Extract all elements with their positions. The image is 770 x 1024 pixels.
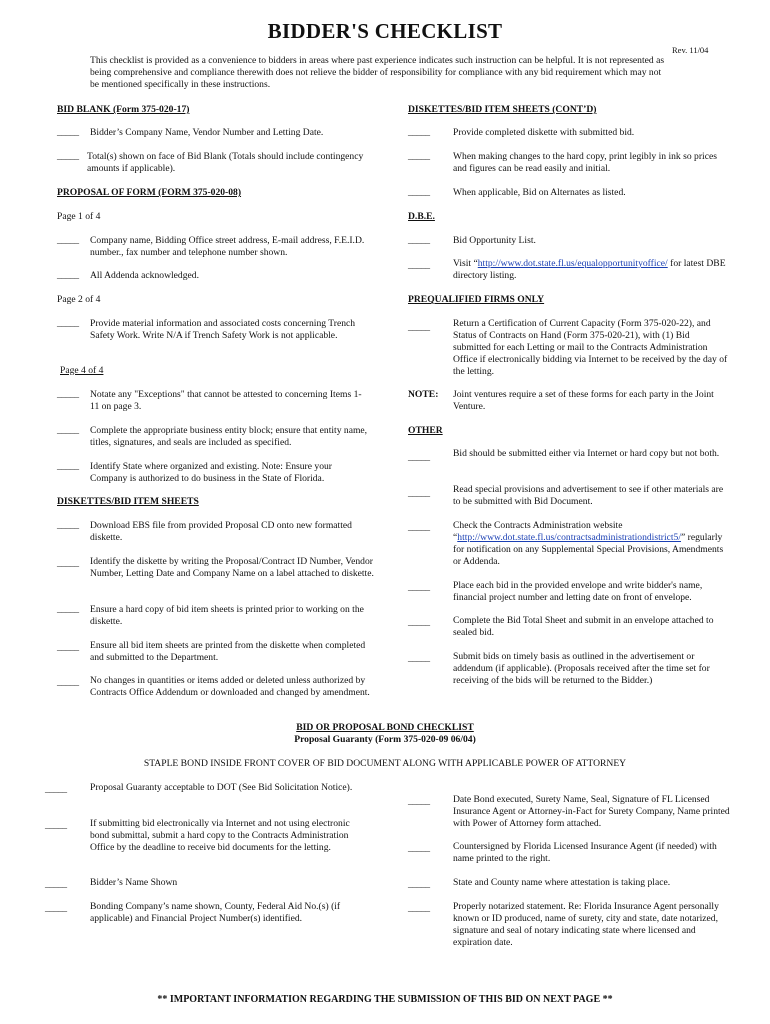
blank-line[interactable]: _____ <box>57 318 79 329</box>
heading-other: OTHER <box>408 425 443 436</box>
website-text: Check the Contracts Administration website “ <box>453 520 623 543</box>
blank-line[interactable]: _____ <box>57 558 79 569</box>
blank-line[interactable]: _____ <box>408 235 430 246</box>
blank-line[interactable]: _____ <box>57 461 79 472</box>
blank-line[interactable]: _____ <box>57 677 79 688</box>
blank-line[interactable]: _____ <box>408 260 430 271</box>
heading-proposal-form: PROPOSAL OF FORM (FORM 375-020-08) <box>57 187 242 198</box>
item-state-organized: Identify State where organized and existing. Note: Ensure your Company is authorized to do business in the State of Florida. <box>90 461 332 484</box>
item-special-provisions: Read special provisions and advertisement to see if other materials are to be submitted with Bid Document. <box>453 484 724 507</box>
item-visit-dbe <box>453 258 728 282</box>
blank-line[interactable]: _____ <box>57 425 79 436</box>
item-sheets-printed: Ensure all bid item sheets are printed from the diskette when completed and submitted to the Department. <box>90 640 366 663</box>
item-business-entity: Complete the appropriate business entity block; ensure that entity name, titles, signatures, and seals are included as specified. <box>90 425 368 448</box>
bond-item-notarized: Properly notarized statement. Re: Florida Insurance Agent personally known or ID produced, name of surety, city and state, date notarized, signature and seal of notary indicating state where licensed and expiration date. <box>453 901 719 948</box>
blank-line[interactable]: _____ <box>408 322 430 333</box>
blank-line[interactable]: _____ <box>408 522 430 533</box>
blank-line[interactable]: _____ <box>408 796 430 807</box>
revision-label: Rev. 11/04 <box>672 45 709 55</box>
blank-line[interactable]: _____ <box>408 879 430 890</box>
item-bidder-company-name: Bidder’s Company Name, Vendor Number and Letting Date. <box>90 127 324 138</box>
subheading-proposal-guaranty: Proposal Guaranty (Form 375-020-09 06/04) <box>294 734 476 745</box>
blank-line[interactable]: _____ <box>57 270 79 281</box>
page-title: BIDDER'S CHECKLIST <box>267 19 503 43</box>
blank-line[interactable]: _____ <box>57 520 79 531</box>
item-totals-shown: Total(s) shown on face of Bid Blank (Totals should include contingency amounts if applicable). <box>87 151 364 174</box>
blank-line[interactable]: _____ <box>408 452 430 463</box>
item-addenda-acknowledged: All Addenda acknowledged. <box>90 270 199 281</box>
heading-prequalified: PREQUALIFIED FIRMS ONLY <box>408 294 545 305</box>
blank-line[interactable]: _____ <box>57 604 79 615</box>
item-submit-internet-or-hard-copy: Bid should be submitted either via Internet or hard copy but not both. <box>453 448 720 459</box>
item-bid-opportunity: Bid Opportunity List. <box>453 235 536 246</box>
blank-line[interactable]: _____ <box>408 582 430 593</box>
blank-line[interactable]: _____ <box>408 903 430 914</box>
bond-item-bidder-name: Bidder’s Name Shown <box>90 877 178 888</box>
page-4-label: Page 4 of 4 <box>60 365 104 376</box>
bond-item-electronic: If submitting bid electronically via Internet and not using electronic bond submittal, submit a hard copy to the Contracts Administration Office by the deadline to receive bid documents for the letting. <box>90 818 350 853</box>
item-hard-copy: Ensure a hard copy of bid item sheets is printed prior to working on the diskette. <box>90 604 364 627</box>
item-trench-safety: Provide material information and associated costs concerning Trench Safety Work. Write N/A if Trench Safety Work is not applicable. <box>90 318 356 341</box>
visit-text-tail: for latest DBE directory listing. <box>453 258 726 281</box>
bond-item-date-executed: Date Bond executed, Surety Name, Seal, Signature of FL Licensed Insurance Agent or Attorney-in-Fact for Surety Company, Name printed with Power of Attorney form attached. <box>453 794 730 829</box>
blank-line[interactable]: _____ <box>45 903 67 914</box>
blank-line[interactable]: _____ <box>408 151 430 162</box>
item-identify-diskette: Identify the diskette by writing the Proposal/Contract ID Number, Vendor Number, Letting Date and Company Name on a label attached to diskette. <box>90 556 374 579</box>
blank-line[interactable]: _____ <box>57 389 79 400</box>
item-envelope: Place each bid in the provided envelope and write bidder's name, financial project number and letting date on front of envelope. <box>453 580 703 603</box>
item-completed-diskette: Provide completed diskette with submitted bid. <box>453 127 635 138</box>
item-hard-copy-changes: When making changes to the hard copy, print legibly in ink so prices and figures can be read easily and initial. <box>453 151 717 174</box>
heading-dbe: D.B.E. <box>408 211 435 222</box>
item-certification-capacity: Return a Certification of Current Capacity (Form 375-020-22), and Status of Contracts on Hand (Form 375-020-21), with (1) Bid submitted for each Letting or mail to the Contracts Administration Office if electronically bidding via Internet to be received by the day of the letting. <box>453 318 728 377</box>
heading-bid-blank: BID BLANK (Form 375-020-17) <box>57 104 190 115</box>
item-contracts-website <box>453 520 728 568</box>
blank-line[interactable]: _____ <box>57 235 79 246</box>
item-bid-alternates: When applicable, Bid on Alternates as listed. <box>453 187 626 198</box>
blank-line[interactable]: _____ <box>408 488 430 499</box>
blank-line[interactable]: _____ <box>57 642 79 653</box>
blank-line[interactable]: _____ <box>45 820 67 831</box>
blank-line[interactable]: _____ <box>408 187 430 198</box>
blank-line[interactable]: _____ <box>45 879 67 890</box>
staple-instruction: STAPLE BOND INSIDE FRONT COVER OF BID DOCUMENT ALONG WITH APPLICABLE POWER OF ATTORNEY <box>143 758 627 769</box>
blank-line[interactable]: _____ <box>57 127 79 138</box>
note-joint-ventures: Joint ventures require a set of these forms for each party in the Joint Venture. <box>453 389 714 412</box>
blank-line[interactable]: _____ <box>408 127 430 138</box>
heading-diskettes: DISKETTES/BID ITEM SHEETS <box>57 496 199 507</box>
heading-bond-checklist: BID OR PROPOSAL BOND CHECKLIST <box>296 722 474 733</box>
bond-item-countersigned: Countersigned by Florida Licensed Insurance Agent (if needed) with name printed to the right. <box>453 841 717 864</box>
item-company-name-address: Company name, Bidding Office street address, E-mail address, F.E.I.D. number., fax number and telephone number shown. <box>90 235 365 258</box>
note-label: NOTE: <box>408 389 439 400</box>
item-bid-total-sheet: Complete the Bid Total Sheet and submit in an envelope attached to sealed bid. <box>453 615 714 638</box>
blank-line[interactable]: _____ <box>45 784 67 795</box>
bond-item-guaranty: Proposal Guaranty acceptable to DOT (See Bid Solicitation Notice). <box>90 782 353 793</box>
heading-diskettes-cont: DISKETTES/BID ITEM SHEETS (CONT’D) <box>408 104 597 115</box>
intro-paragraph: This checklist is provided as a convenience to bidders in areas where past experience indicates such instruction can be helpful. It is not represented as being comprehensive and compliance therewith does not relieve the bidder of responsibility for compliance with any bid requirement which may not be mentioned specifically in these instructions. <box>90 55 665 90</box>
contracts-link[interactable]: http://www.dot.state.fl.us/contractsadministrationdistrict5/ <box>457 532 681 543</box>
page-1-label: Page 1 of 4 <box>57 211 101 222</box>
item-exceptions: Notate any "Exceptions" that cannot be attested to concerning Items 1-11 on page 3. <box>90 389 362 412</box>
blank-line[interactable]: _____ <box>408 653 430 664</box>
blank-line[interactable]: _____ <box>408 617 430 628</box>
item-no-changes: No changes in quantities or items added or deleted unless authorized by Contracts Office Addendum or downloaded and changed by amendment. <box>90 675 370 698</box>
bond-item-state-county: State and County name where attestation is taking place. <box>453 877 671 888</box>
blank-line[interactable]: _____ <box>57 151 79 162</box>
website-text-tail: ” regularly for notification on any Supplemental Special Provisions, Amendments or Addenda. <box>453 532 724 567</box>
page-2-label: Page 2 of 4 <box>57 294 101 305</box>
blank-line[interactable]: _____ <box>408 843 430 854</box>
visit-text: Visit “ <box>453 258 478 269</box>
item-download-ebs: Download EBS file from provided Proposal CD onto new formatted diskette. <box>90 520 352 543</box>
bond-item-bonding-company: Bonding Company’s name shown, County, Federal Aid No.(s) (if applicable) and Financial Project Number(s) identified. <box>90 901 341 924</box>
item-timely-basis: Submit bids on timely basis as outlined in the advertisement or addendum (if applicable). (Proposals received after the time set for receiving of the bids will be returned to the Bidder.) <box>453 651 710 686</box>
footer-notice: ** IMPORTANT INFORMATION REGARDING THE SUBMISSION OF THIS BID ON NEXT PAGE ** <box>157 994 613 1005</box>
dbe-link[interactable]: http://www.dot.state.fl.us/equalopportunityoffice/ <box>477 258 668 269</box>
